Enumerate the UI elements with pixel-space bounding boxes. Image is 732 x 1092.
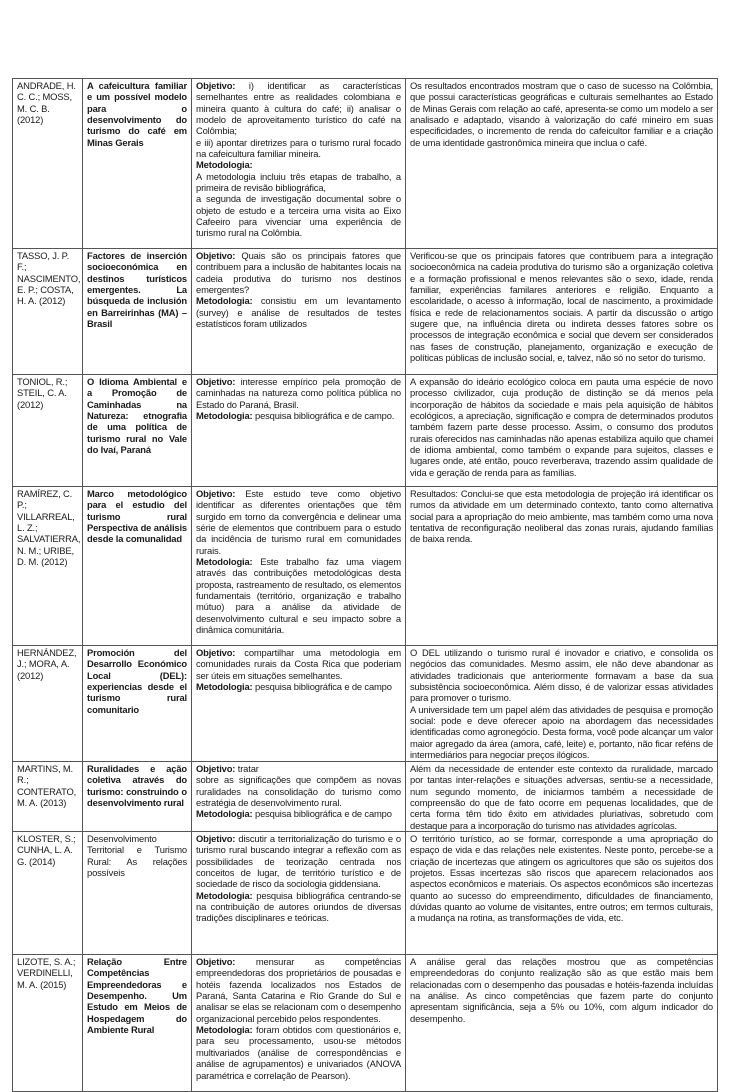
objective-text: e iii) apontar diretrizes para o turismo rural focado na cafeicultura familiar mineira. — [196, 136, 401, 160]
objective-label: Objetivo: — [196, 647, 236, 658]
objective-methodology-cell — [192, 249, 406, 375]
authors-cell: RAMÍREZ, C. P.; VILLARREAL, L. Z.; SALVATIERRA, N. M.; URIBE, D. M. (2012) — [13, 487, 83, 646]
objective-paragraph — [196, 647, 401, 681]
methodology-text: pesquisa bibliográfica e de campo. — [255, 410, 395, 422]
title-cell: Marco metodológico para el estudio del turismo rural Perspectiva de análisis desde la comunalidad — [83, 487, 192, 646]
results-paragraph: Resultados: Conclui-se que esta metodologia de projeção irá identificar os rumos da atividade em um determinado contexto, tanto como alternativa social para a apropriação do meio ambiente, mas também como uma nova tentativa de reconfiguração neoliberal das zonas rurais, ajudando famílias de baixa renda. — [410, 488, 713, 545]
objective-text: i) identificar as características semelhantes entre as realidades colombiana e mineira quanto à cultura do café; ii) analisar o modelo de aproveitamento turístico do café na Colômbia; — [196, 80, 401, 137]
objective-methodology-cell — [192, 646, 406, 762]
results-paragraph: A universidade tem um papel além das atividades de pesquisa e promoção social: pode e deve oferecer apoio na abordagem das necessidades identificadas como agronegócio. Desta forma, você pode alcançar um valor maior agregado da área (amora, café, leite) e, portanto, não ficar reféns de intermediários para negociar preços ilógicos. — [410, 703, 713, 761]
objective-paragraph — [196, 376, 401, 410]
objective-paragraph — [196, 80, 401, 137]
objective-text: Este estudo teve como objetivo identificar as diferentes orientações que têm surgido em torno da convergência e delinear uma série de elementos que contribuem para o estudo da incidência de turismo rural em comunidades rurais. — [196, 488, 401, 556]
results-cell — [406, 955, 718, 1092]
title-cell: A cafeicultura familiar e um possível modelo para o desenvolvimento do turismo do café em Minas Gerais — [83, 79, 192, 249]
methodology-paragraph — [196, 808, 401, 819]
title-cell: Promoción del Desarrollo Económico Local (DEL): experiencias desde el turismo rural comunitario — [83, 646, 192, 762]
objective-methodology-cell — [192, 79, 406, 249]
methodology-label: Metodologia: — [196, 681, 253, 693]
objective-label: Objetivo: — [196, 833, 236, 845]
objective-text: discutir a territorialização do turismo e o turismo rural buscando integrar a reflexão com as possibilidades de teorização centrada nos conceitos de lugar, de território turístico e de sociedade de risco da sociologia giddensiana. — [196, 833, 401, 890]
methodology-paragraph — [196, 295, 401, 329]
methodology-text: pesquisa bibliográfica e de campo — [255, 681, 392, 693]
results-paragraph: A expansão do ideário ecológico coloca em pauta uma espécie de novo processo civilizador, cuja produção de distinção se dá menos pela incorporação de hábitos da sociedade e mais pela aquisição de hábitos ecológicos, a apreciação, significação e compra de determinados produtos também fazem parte desse processo. Assim, o consumo dos produtos rurais oferecidos nas caminhadas não apenas estabiliza aquilo que chamei de idioma ambiental, como também o expande para sujeitos, classes e lugares onde, até então, pouco reverberava, trazendo assim qualidade de vida e geração de renda para as famílias. — [410, 376, 713, 478]
authors-cell: TASSO, J. P. F.; NASCIMENTO, E. P.; COSTA, H. A. (2012) — [13, 249, 83, 375]
methodology-label: Metodologia: — [196, 808, 253, 820]
methodology-text: consistiu em um levantamento (survey) e análise de resultados de testes estatísticos foram utilizados — [196, 295, 401, 330]
methodology-label: Metodologia: — [196, 556, 253, 568]
results-paragraph: A análise geral das relações mostrou que as competências empreendedoras do conjunto realização são as que estão mais bem relacionadas com o desempenho das pousadas e hotéis-fazenda incluídas na análise. As cinco competências que fazem parte do conjunto apresentam significância, seja a 5% ou 10%, com algum indicador do desempenho. — [410, 956, 713, 1024]
objective-label: Objetivo: — [196, 80, 236, 91]
methodology-text: A metodologia incluiu três etapas de trabalho, a primeira de revisão bibliográfica, — [196, 170, 401, 194]
results-cell — [406, 375, 718, 487]
methodology-label: Metodologia: — [196, 410, 253, 422]
methodology-label: Metodologia: — [196, 889, 253, 901]
methodology-text: pesquisa bibliográfica centrando-se na contribuição de autores oriundos de diversas tradições disciplinares e teóricas. — [196, 889, 401, 924]
methodology-paragraph — [196, 410, 401, 421]
literature-review-table — [12, 78, 718, 1092]
methodology-text: a segunda de investigação documental sobre o objeto de estudo e a terceira uma visita ao Eixo Cafeeiro para vivenciar uma experiência de turismo rural na Colômbia. — [196, 193, 401, 239]
results-cell — [406, 762, 718, 832]
table-row — [13, 249, 718, 375]
objective-text: Quais são os principais fatores que contribuem para a inclusão de habitantes locais na cadeia produtiva do turismo nos destinos emergentes? — [196, 250, 401, 296]
objective-methodology-cell — [192, 955, 406, 1092]
title-cell: Ruralidades e ação coletiva através do turismo: construindo o desenvolvimento rural — [83, 762, 192, 832]
title-cell: Relação Entre Competências Empreendedoras e Desempenho. Um Estudo em Meios de Hospedagem do Ambiente Rural — [83, 955, 192, 1092]
results-cell — [406, 832, 718, 955]
objective-label: Objetivo: — [196, 956, 236, 968]
table-row — [13, 646, 718, 762]
authors-cell: MARTINS, M. R.; CONTERATO, M. A. (2013) — [13, 762, 83, 832]
objective-paragraph — [196, 137, 401, 160]
results-paragraph: O DEL utilizando o turismo rural é inovador e criativo, e consolida os negócios das comunidades. Mesmo assim, ele não deve abandonar as atividades tradicionais que anteriormente formavam a base da sua subsistência socioeconômica. Além disso, é de valorizar essas atividades para promover o turismo. — [410, 647, 713, 704]
title-cell: Factores de inserción socioeconómica en destinos turísticos emergentes. La búsqueda de inclusión en Barreirinhas (MA) – Brasil — [83, 249, 192, 375]
objective-paragraph — [196, 956, 401, 1024]
authors-cell: KLOSTER, S.; CUNHA, L. A. G. (2014) — [13, 832, 83, 955]
results-paragraph: Verificou-se que os principais fatores que contribuem para a integração socioeconômica na cadeia produtiva do turismo são a organização coletiva e a formação profissional e menos relevantes são o sexo, idade, renda familiar, experiências familares anteriores e religião. Enquanto a escolaridade, o acesso à informação, local de nascimento, a proximidade física e rede de relacionamentos sociais. A partir da discussão o artigo sugere que, na influência direta ou indireta desses fatores sobre os processos de integração econômica e social que devem ser considerados nas fases de construção, planejamento, organização e execução de políticas públicas de inclusão social, e, talvez, não só no setor do turismo. — [410, 250, 713, 364]
methodology-paragraph — [196, 556, 401, 635]
title-cell: Desenvolvimento Territorial e Turismo Rural: As relações possíveis — [83, 832, 192, 955]
objective-label: Objetivo: — [196, 488, 236, 499]
table-body — [13, 79, 718, 1092]
objective-text: mensurar as competências empreendedoras dos proprietários de pousadas e hotéis fazenda localizados nos Estados de Paraná, Santa Catarina e Rio Grande do Sul e analisar se elas se relacionam com o desempenho organizacional percebido pelos respondentes. — [196, 956, 401, 1024]
objective-text: compartilhar uma metodologia em comunidades rurais da Costa Rica que poderiam ser úteis em situações semelhantes. — [196, 647, 401, 681]
methodology-paragraph — [196, 1024, 401, 1081]
authors-cell: HERNÁNDEZ, J.; MORA, A. (2012) — [13, 646, 83, 762]
objective-methodology-cell — [192, 375, 406, 487]
objective-paragraph — [196, 833, 401, 890]
table-row — [13, 487, 718, 646]
objective-label: Objetivo: — [196, 763, 236, 774]
objective-methodology-cell — [192, 762, 406, 832]
objective-text: interesse empírico pela promoção de caminhadas na natureza como política pública no Estado do Paraná, Brasil. — [196, 376, 401, 410]
objective-label: Objetivo: — [196, 376, 236, 387]
results-paragraph: Além da necessidade de entender este contexto da ruralidade, marcado por tantas inter-relações e situações adversas, sentiu-se a necessidade, num segundo momento, de iniciarmos também a necessidade de compreensão do que de fato ocorre em pequenas localidades, que de certa forma têm tido êxito em atividades pluriativas, sobretudo com destaque para a incorporação do turismo nas atividades agrícolas. — [410, 763, 713, 831]
objective-paragraph — [196, 250, 401, 295]
results-paragraph: O território turístico, ao se formar, corresponde a uma apropriação do espaço de vida e das relações nele existentes. Neste ponto, percebe-se a criação de incertezas que atingem os agricultores que são os sujeitos dos projetos. Essas incertezas são riscos que aparecem relacionados aos aspectos econômicos e materiais. Os aspectos econômicos são incertezas quanto ao sucesso do empreendimento, dificuldades de financiamento, dúvidas quanto ao volume de visitantes, entre outros; em termos culturais, a mudança na rotina, as transformações de vida, etc. — [410, 833, 713, 924]
methodology-text: pesquisa bibliográfica e de campo — [255, 808, 392, 820]
objective-paragraph — [196, 763, 401, 774]
authors-cell: LIZOTE, S. A.; VERDINELLI, M. A. (2015) — [13, 955, 83, 1092]
authors-cell: ANDRADE, H. C. C.; MOSS, M. C. B. (2012) — [13, 79, 83, 249]
table-row — [13, 955, 718, 1092]
table-row — [13, 762, 718, 832]
objective-label: Objetivo: — [196, 250, 236, 261]
methodology-text: foram obtidos com questionários e, para seu processamento, usou-se métodos multivariados (análise de correspondências e análise de agrupamentos) e univariados (ANOVA paramétrica e correlação de Pearson). — [196, 1024, 401, 1081]
objective-paragraph — [196, 774, 401, 808]
objective-methodology-cell — [192, 832, 406, 955]
title-cell: O Idioma Ambiental e a Promoção de Caminhadas na Natureza: etnografia de uma política de turismo rural no Vale do Ivaí, Paraná — [83, 375, 192, 487]
results-cell — [406, 646, 718, 762]
results-cell — [406, 487, 718, 646]
objective-methodology-cell — [192, 487, 406, 646]
results-cell — [406, 79, 718, 249]
table-row — [13, 375, 718, 487]
objective-text: sobre as significações que compõem as novas ruralidades na consolidação do turismo como estratégia de desenvolvimento rural. — [196, 774, 401, 809]
methodology-label: Metodologia: — [196, 159, 253, 171]
methodology-label: Metodologia: — [196, 1024, 253, 1036]
methodology-paragraph — [196, 159, 401, 238]
methodology-paragraph — [196, 681, 401, 692]
methodology-label: Metodologia: — [196, 295, 253, 307]
authors-cell: TONIOL, R.; STEIL, C. A. (2012) — [13, 375, 83, 487]
objective-paragraph — [196, 488, 401, 556]
table-row — [13, 79, 718, 249]
objective-text: tratar — [237, 763, 259, 774]
methodology-text: Este trabalho faz uma viagem através das contribuições metodológicas desta proposta, rastreamento de resultado, os elementos fundamentais (território, organização e trabalho mútuo) para a análise da atividade de desenvolvimento cultural e seu impacto sobre a dinâmica comunitária. — [196, 556, 401, 636]
results-paragraph: Os resultados encontrados mostram que o caso de sucesso na Colômbia, que possui características geográficas e culturais semelhantes ao Estado de Minas Gerais com relação ao café, apresenta-se como um modelo a ser analisado e adaptado, visando à valorização do café mineiro em suas especificidades, o incremento de renda do cafeicultor familiar e a criação de uma identidade gastronômica mineira que inclua o café. — [410, 80, 713, 148]
results-cell — [406, 249, 718, 375]
methodology-paragraph — [196, 890, 401, 924]
table-row — [13, 832, 718, 955]
